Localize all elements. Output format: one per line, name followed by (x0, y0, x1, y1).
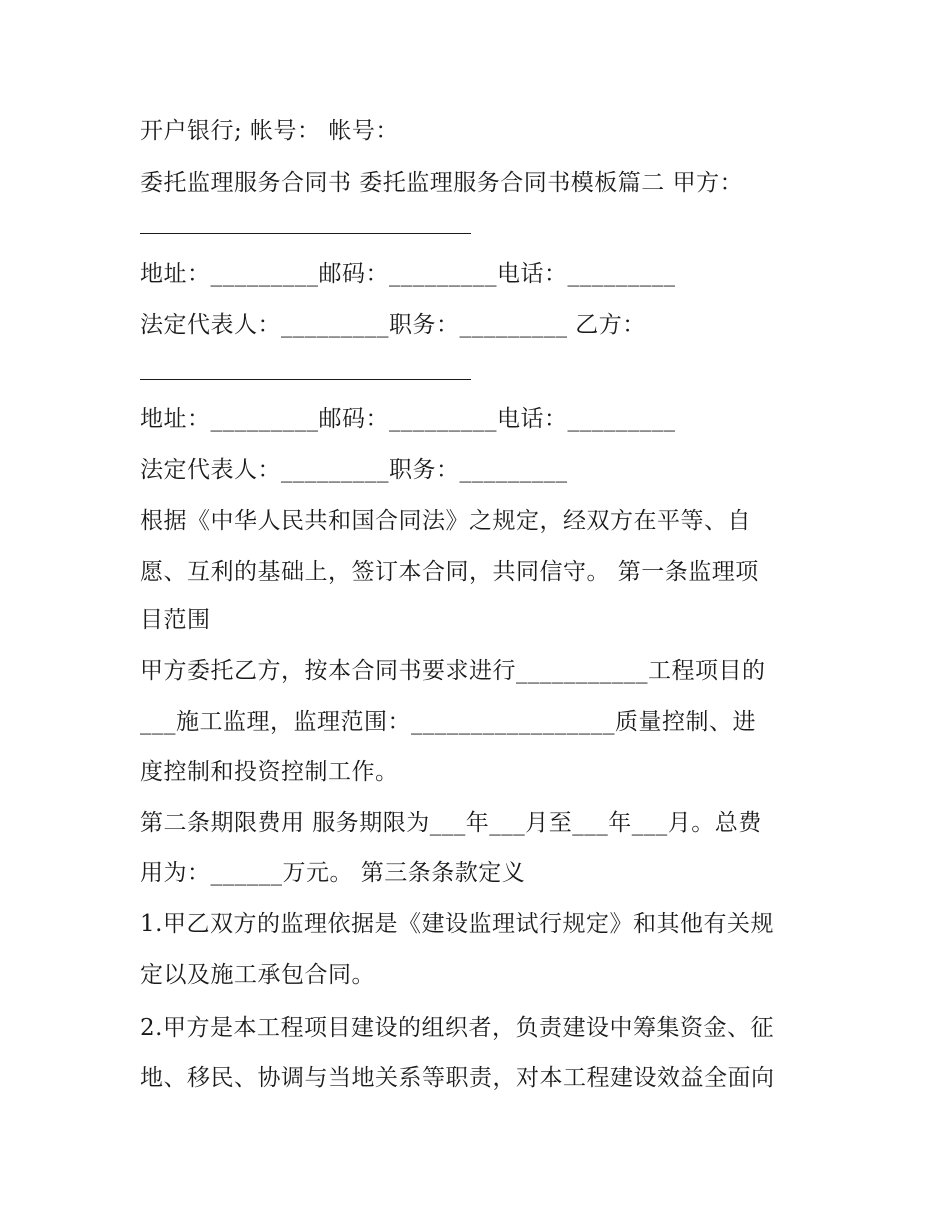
contract-title-line: 委托监理服务合同书 委托监理服务合同书模板篇二 甲方： (140, 170, 744, 196)
clause-1-line-1: 1.甲乙双方的监理依据是《建设监理试行规定》和其他有关规 (140, 911, 774, 937)
term-fee-line-1: 第二条期限费用 服务期限为___年___月至___年___月。总费 (140, 810, 762, 836)
scope-line-1: 甲方委托乙方，按本合同书要求进行___________工程项目的 (140, 658, 766, 684)
preamble-line-2: 愿、互利的基础上，签订本合同，共同信守。 第一条监理项 (140, 559, 759, 585)
preamble-line-1: 根据《中华人民共和国合同法》之规定，经双方在平等、自 (140, 508, 751, 534)
party-b-name-blank (140, 379, 471, 380)
party-b-representative-line: 法定代表人：_________职务：_________ (140, 457, 568, 483)
party-b-address-line: 地址：_________邮码：_________电话：_________ (140, 406, 676, 432)
clause-2-line-2: 地、移民、协调与当地关系等职责，对本工程建设效益全面向 (140, 1065, 775, 1091)
bank-account-line: 开户银行; 帐号： 帐号： (140, 118, 399, 144)
party-a-representative-line: 法定代表人：_________职务：_________ 乙方： (140, 312, 646, 338)
party-a-name-blank (140, 233, 471, 234)
party-a-address-line: 地址：_________邮码：_________电话：_________ (140, 261, 676, 287)
clause-1-line-2: 定以及施工承包合同。 (140, 962, 375, 988)
preamble-line-3: 目范围 (140, 607, 211, 633)
term-fee-line-2: 用为：______万元。 第三条条款定义 (140, 860, 526, 886)
clause-2-line-1: 2.甲方是本工程项目建设的组织者，负责建设中筹集资金、征 (140, 1015, 774, 1041)
scope-line-2: ___施工监理，监理范围：_________________质量控制、进 (140, 709, 756, 735)
scope-line-3: 度控制和投资控制工作。 (140, 759, 399, 785)
